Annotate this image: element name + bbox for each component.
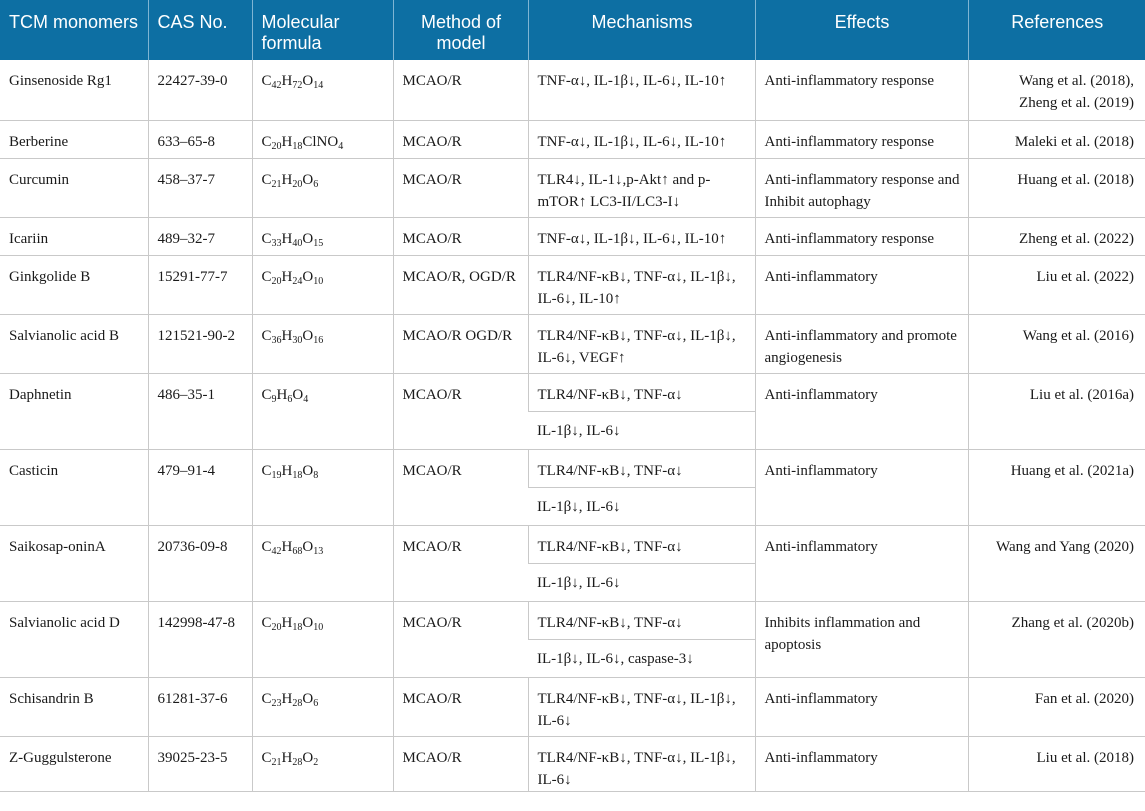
formula-subscript: 20 <box>271 275 282 287</box>
cell-molecular-formula <box>252 736 393 791</box>
table-row <box>0 60 1145 120</box>
cell-method: MCAO/R <box>393 525 528 601</box>
table-row <box>0 449 1145 487</box>
cell-method: MCAO/R <box>393 120 528 158</box>
formula-subscript: 24 <box>292 275 303 287</box>
formula-symbol: C <box>261 268 272 285</box>
formula-subscript: 33 <box>271 237 282 249</box>
formula-symbol: H <box>281 133 293 150</box>
cell-effects: Anti-inflammatory <box>755 373 968 449</box>
cell-cas-no: 479–91-4 <box>148 449 252 525</box>
formula-symbol: C <box>261 73 272 89</box>
cell-molecular-formula <box>252 314 393 373</box>
formula-symbol: C <box>261 327 272 344</box>
cell-monomer: Ginkgolide B <box>0 255 148 314</box>
header-molecular-formula: Molecular formula <box>252 0 393 60</box>
cell-mechanism: IL-1β↓, IL-6↓ <box>528 411 755 449</box>
formula-symbol: H <box>281 462 293 479</box>
cell-method: MCAO/R, OGD/R <box>393 255 528 314</box>
formula-symbol: H <box>281 538 293 555</box>
formula-subscript: 18 <box>292 469 303 481</box>
cell-cas-no: 489–32-7 <box>148 217 252 255</box>
table-row <box>0 314 1145 373</box>
table-row <box>0 255 1145 314</box>
cell-effects: Anti-inflammatory response and Inhibit autophagy <box>755 158 968 217</box>
cell-effects: Anti-inflammatory <box>755 449 968 525</box>
formula-symbol: H <box>281 749 293 766</box>
cell-effects: Anti-inflammatory <box>755 255 968 314</box>
cell-molecular-formula <box>252 373 393 449</box>
formula-subscript: 28 <box>292 697 303 709</box>
table-row <box>0 373 1145 411</box>
formula-symbol: H <box>281 690 293 707</box>
formula-symbol: H <box>281 327 293 344</box>
cell-references: Liu et al. (2018) <box>968 736 1145 791</box>
formula-symbol: O <box>302 73 314 89</box>
header-references: References <box>968 0 1145 60</box>
cell-monomer: Salvianolic acid D <box>0 601 148 677</box>
formula-subscript: 23 <box>271 697 282 709</box>
formula-symbol: O <box>302 690 314 707</box>
cell-effects: Anti-inflammatory response <box>755 120 968 158</box>
formula-symbol: C <box>261 749 272 766</box>
cell-cas-no: 61281-37-6 <box>148 677 252 736</box>
cell-monomer: Z-Guggulsterone <box>0 736 148 791</box>
cell-monomer: Casticin <box>0 449 148 525</box>
header-cas-no: CAS No. <box>148 0 252 60</box>
formula-subscript: 19 <box>271 469 282 481</box>
cell-method: MCAO/R <box>393 373 528 449</box>
cell-cas-no: 15291-77-7 <box>148 255 252 314</box>
formula-subscript: 20 <box>292 178 303 190</box>
cell-monomer: Schisandrin B <box>0 677 148 736</box>
formula-symbol: O <box>302 230 314 247</box>
cell-references: Huang et al. (2021a) <box>968 449 1145 525</box>
cell-monomer: Saikosap-oninA <box>0 525 148 601</box>
cell-method: MCAO/R <box>393 677 528 736</box>
formula-symbol: O <box>302 749 314 766</box>
formula-subscript: 21 <box>271 178 282 190</box>
cell-effects: Anti-inflammatory response <box>755 60 968 120</box>
formula-subscript: 68 <box>292 545 303 557</box>
formula-subscript: 72 <box>292 80 303 91</box>
cell-effects: Anti-inflammatory <box>755 525 968 601</box>
cell-mechanism: TLR4/NF-κB↓, TNF-α↓, IL-1β↓, IL-6↓, VEGF↑ <box>528 314 755 373</box>
formula-subscript: 4 <box>303 393 309 405</box>
formula-symbol: O <box>302 462 314 479</box>
table-row <box>0 217 1145 255</box>
cell-effects: Inhibits inflammation and apoptosis <box>755 601 968 677</box>
formula-symbol: H <box>281 614 293 631</box>
cell-cas-no: 39025-23-5 <box>148 736 252 791</box>
header-effects: Effects <box>755 0 968 60</box>
formula-subscript: 15 <box>313 237 324 249</box>
formula-symbol: H <box>276 386 288 403</box>
formula-subscript: 8 <box>313 469 319 481</box>
formula-subscript: 20 <box>271 140 282 152</box>
cell-mechanism: TLR4/NF-κB↓, TNF-α↓ <box>528 373 755 411</box>
formula-symbol: C <box>261 230 272 247</box>
cell-mechanism: TLR4/NF-κB↓, TNF-α↓ <box>528 601 755 639</box>
formula-subscript: 36 <box>271 334 282 346</box>
formula-symbol: C <box>261 462 272 479</box>
cell-effects: Anti-inflammatory <box>755 677 968 736</box>
cell-references: Liu et al. (2022) <box>968 255 1145 314</box>
cell-references: Zhang et al. (2020b) <box>968 601 1145 677</box>
cell-references: Zheng et al. (2022) <box>968 217 1145 255</box>
cell-effects: Anti-inflammatory <box>755 736 968 791</box>
formula-subscript: 18 <box>292 621 303 633</box>
formula-subscript: 9 <box>271 393 277 405</box>
cell-molecular-formula <box>252 525 393 601</box>
cell-references: Wang et al. (2016) <box>968 314 1145 373</box>
formula-symbol: C <box>261 133 272 150</box>
table-row <box>0 120 1145 158</box>
header-tcm-monomers: TCM monomers <box>0 0 148 60</box>
formula-symbol: H <box>281 268 293 285</box>
cell-mechanism: TLR4/NF-κB↓, TNF-α↓ <box>528 449 755 487</box>
cell-cas-no: 121521-90-2 <box>148 314 252 373</box>
formula-subscript: 20 <box>271 621 282 633</box>
cell-mechanism: TNF-α↓, IL-1β↓, IL-6↓, IL-10↑ <box>528 120 755 158</box>
formula-symbol: C <box>261 538 272 555</box>
formula-subscript: 14 <box>313 80 324 91</box>
cell-references: Wang and Yang (2020) <box>968 525 1145 601</box>
cell-method: MCAO/R <box>393 601 528 677</box>
cell-mechanism: IL-1β↓, IL-6↓ <box>528 487 755 525</box>
table-body <box>0 60 1145 791</box>
table-row <box>0 736 1145 791</box>
formula-subscript: 30 <box>292 334 303 346</box>
cell-mechanism: TLR4/NF-κB↓, TNF-α↓, IL-1β↓, IL-6↓ <box>528 677 755 736</box>
header-row <box>0 0 1145 60</box>
formula-subscript: 40 <box>292 237 303 249</box>
cell-method: MCAO/R <box>393 449 528 525</box>
formula-subscript: 13 <box>313 545 324 557</box>
cell-references: Liu et al. (2016a) <box>968 373 1145 449</box>
cell-cas-no: 458–37-7 <box>148 158 252 217</box>
cell-monomer: Ginsenoside Rg1 <box>0 60 148 120</box>
formula-symbol: O <box>302 614 314 631</box>
cell-cas-no: 22427-39-0 <box>148 60 252 120</box>
cell-method: MCAO/R <box>393 217 528 255</box>
formula-symbol: C <box>261 171 272 188</box>
formula-symbol: C <box>261 690 272 707</box>
cell-mechanism: TLR4/NF-κB↓, TNF-α↓, IL-1β↓, IL-6↓ <box>528 736 755 791</box>
cell-effects: Anti-inflammatory response <box>755 217 968 255</box>
formula-symbol: H <box>281 171 293 188</box>
formula-symbol: H <box>281 230 293 247</box>
cell-cas-no: 633–65-8 <box>148 120 252 158</box>
formula-subscript: 21 <box>271 756 282 768</box>
formula-subscript: 6 <box>313 178 319 190</box>
table-row <box>0 525 1145 563</box>
formula-symbol: C <box>261 614 272 631</box>
table-row <box>0 677 1145 736</box>
cell-monomer: Curcumin <box>0 158 148 217</box>
cell-molecular-formula <box>252 60 393 120</box>
cell-mechanism: TLR4/NF-κB↓, TNF-α↓, IL-1β↓, IL-6↓, IL-10↑ <box>528 255 755 314</box>
header-mechanisms: Mechanisms <box>528 0 755 60</box>
cell-monomer: Berberine <box>0 120 148 158</box>
cell-method: MCAO/R <box>393 158 528 217</box>
formula-symbol: O <box>302 268 314 285</box>
cell-method: MCAO/R OGD/R <box>393 314 528 373</box>
header-method-of-model: Method of model <box>393 0 528 60</box>
formula-subscript: 10 <box>313 621 324 633</box>
formula-subscript: 42 <box>271 545 282 557</box>
formula-symbol: O <box>302 327 314 344</box>
cell-references: Huang et al. (2018) <box>968 158 1145 217</box>
formula-subscript: 10 <box>313 275 324 287</box>
cell-mechanism: TLR4/NF-κB↓, TNF-α↓ <box>528 525 755 563</box>
cell-molecular-formula <box>252 255 393 314</box>
formula-subscript: 2 <box>313 756 319 768</box>
cell-mechanism: IL-1β↓, IL-6↓, caspase-3↓ <box>528 639 755 677</box>
formula-subscript: 4 <box>338 140 344 152</box>
formula-subscript: 6 <box>313 697 319 709</box>
formula-subscript: 6 <box>287 393 293 405</box>
formula-subscript: 16 <box>313 334 324 346</box>
cell-method: MCAO/R <box>393 736 528 791</box>
cell-molecular-formula <box>252 158 393 217</box>
cell-cas-no: 486–35-1 <box>148 373 252 449</box>
cell-monomer: Icariin <box>0 217 148 255</box>
cell-molecular-formula <box>252 677 393 736</box>
cell-references: Fan et al. (2020) <box>968 677 1145 736</box>
table-row <box>0 601 1145 639</box>
cell-molecular-formula <box>252 120 393 158</box>
cell-monomer: Daphnetin <box>0 373 148 449</box>
formula-symbol: ClNO <box>302 133 339 150</box>
formula-symbol: O <box>302 538 314 555</box>
cell-mechanism: TNF-α↓, IL-1β↓, IL-6↓, IL-10↑ <box>528 217 755 255</box>
formula-symbol: C <box>261 386 272 403</box>
formula-symbol: O <box>302 171 314 188</box>
cell-method: MCAO/R <box>393 60 528 120</box>
formula-subscript: 28 <box>292 756 303 768</box>
cell-mechanism: TNF-α↓, IL-1β↓, IL-6↓, IL-10↑ <box>528 60 755 120</box>
cell-effects: Anti-inflammatory and promote angiogenesis <box>755 314 968 373</box>
formula-symbol: H <box>281 73 293 89</box>
cell-references: Maleki et al. (2018) <box>968 120 1145 158</box>
cell-molecular-formula <box>252 217 393 255</box>
cell-mechanism: TLR4↓, IL-1↓,p-Akt↑ and p-mTOR↑ LC3-II/LC3-I↓ <box>528 158 755 217</box>
cell-mechanism: IL-1β↓, IL-6↓ <box>528 563 755 601</box>
formula-symbol: O <box>292 386 304 403</box>
cell-references: Wang et al. (2018), Zheng et al. (2019) <box>968 60 1145 120</box>
cell-molecular-formula <box>252 601 393 677</box>
table-row <box>0 158 1145 217</box>
formula-subscript: 18 <box>292 140 303 152</box>
formula-subscript: 42 <box>271 80 282 91</box>
cell-cas-no: 20736-09-8 <box>148 525 252 601</box>
cell-molecular-formula <box>252 449 393 525</box>
cell-monomer: Salvianolic acid B <box>0 314 148 373</box>
cell-cas-no: 142998-47-8 <box>148 601 252 677</box>
